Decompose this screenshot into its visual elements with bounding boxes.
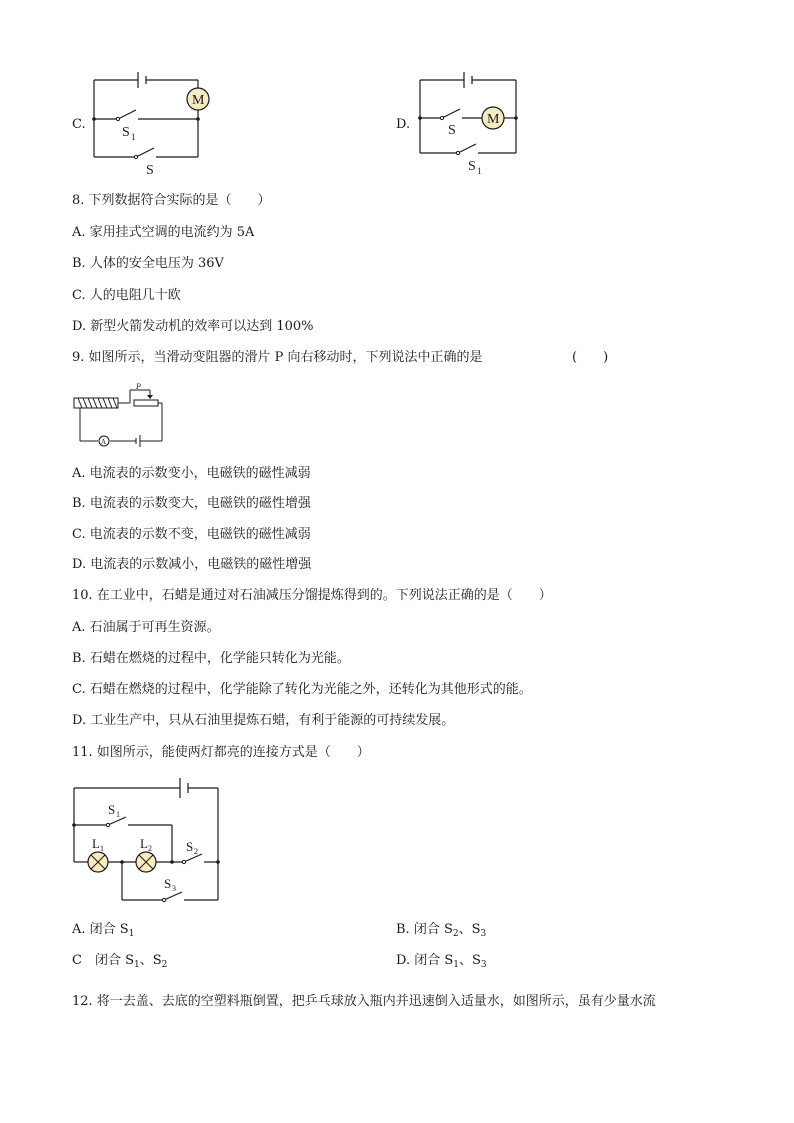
q8-stem: 8. 下列数据符合实际的是（ ）: [72, 193, 271, 208]
q11-option-c: C 闭合 $S_1$、$S_2$: [72, 953, 168, 970]
switch-s1-sub: 1: [131, 132, 136, 142]
switch-s1-label: S: [468, 159, 476, 174]
switch-s-label: S: [146, 163, 154, 176]
switch-s2-label: S: [186, 839, 194, 854]
q10-stem: 10. 在工业中，石蜡是通过对石油减压分馏提炼得到的。下列说法正确的是（ ）: [72, 588, 552, 603]
q8-option-a: A. 家用挂式空调的电流约为 5A: [72, 225, 255, 240]
switch-s-label: S: [448, 123, 456, 138]
electromagnet-circuit-diagram: [70, 380, 170, 450]
q10-option-a: A. 石油属于可再生资源。: [72, 620, 220, 635]
lamp-l2-label: L: [140, 836, 148, 851]
lamp-l2-sub: 2: [148, 844, 152, 853]
q12-stem: 12. 将一去盖、去底的空塑料瓶倒置，把乒乓球放入瓶内并迅速倒入适量水，如图所示，虽有少量水流: [72, 994, 656, 1009]
motor-label: M: [487, 112, 500, 127]
q8-option-b: B. 人体的安全电压为 36V: [72, 256, 224, 271]
q8-option-c: C. 人的电阻几十欧: [72, 288, 181, 303]
q9-option-c: C. 电流表的示数不变，电磁铁的磁性减弱: [72, 527, 311, 542]
two-lamp-circuit-diagram: [66, 772, 226, 906]
lamp-l1-icon: [88, 852, 108, 872]
circuit-diagram-d: [412, 66, 532, 178]
switch-s3-sub: 3: [172, 884, 176, 893]
option-c-label: C.: [72, 117, 86, 132]
q9-option-a: A. 电流表的示数变小，电磁铁的磁性减弱: [72, 466, 311, 481]
lamp-l1-sub: 1: [100, 844, 104, 853]
switch-s3-label: S: [164, 876, 172, 891]
switch-s2-sub: 2: [194, 847, 198, 856]
lamp-l2-icon: [136, 852, 156, 872]
q10-option-b: B. 石蜡在燃烧的过程中，化学能只转化为光能。: [72, 651, 350, 666]
q11-option-a: A. 闭合 $S_1$: [72, 922, 135, 939]
switch-s1-sub: 1: [477, 166, 482, 176]
switch-s1-sub: 1: [116, 810, 120, 819]
switch-s1-label: S: [108, 802, 116, 817]
q9-option-d: D. 电流表的示数减小，电磁铁的磁性增强: [72, 557, 312, 572]
q8-option-d: D. 新型火箭发动机的效率可以达到 100%: [72, 319, 314, 334]
q9-paren: ( ): [572, 350, 609, 365]
q10-option-d: D. 工业生产中，只从石油里提炼石蜡，有利于能源的可持续发展。: [72, 713, 455, 728]
option-d-label: D.: [396, 117, 411, 132]
ammeter-label: A: [101, 438, 107, 446]
slider-p-label: P: [136, 382, 141, 391]
q9-option-b: B. 电流表的示数变大，电磁铁的磁性增强: [72, 496, 311, 511]
circuit-diagram-c: [88, 66, 218, 176]
q11-option-d: D. 闭合 $S_1$、$S_3$: [396, 953, 487, 970]
q10-option-c: C. 石蜡在燃烧的过程中，化学能除了转化为光能之外，还转化为其他形式的能。: [72, 682, 532, 697]
q9-stem: 9. 如图所示，当滑动变阻器的滑片 P 向右移动时，下列说法中正确的是: [72, 350, 483, 365]
q11-stem: 11. 如图所示，能使两灯都亮的连接方式是（ ）: [72, 745, 370, 760]
motor-label: M: [192, 93, 205, 108]
q11-option-b: B. 闭合 $S_2$、$S_3$: [396, 922, 487, 939]
lamp-l1-label: L: [92, 836, 100, 851]
switch-s1-label: S: [122, 125, 130, 140]
